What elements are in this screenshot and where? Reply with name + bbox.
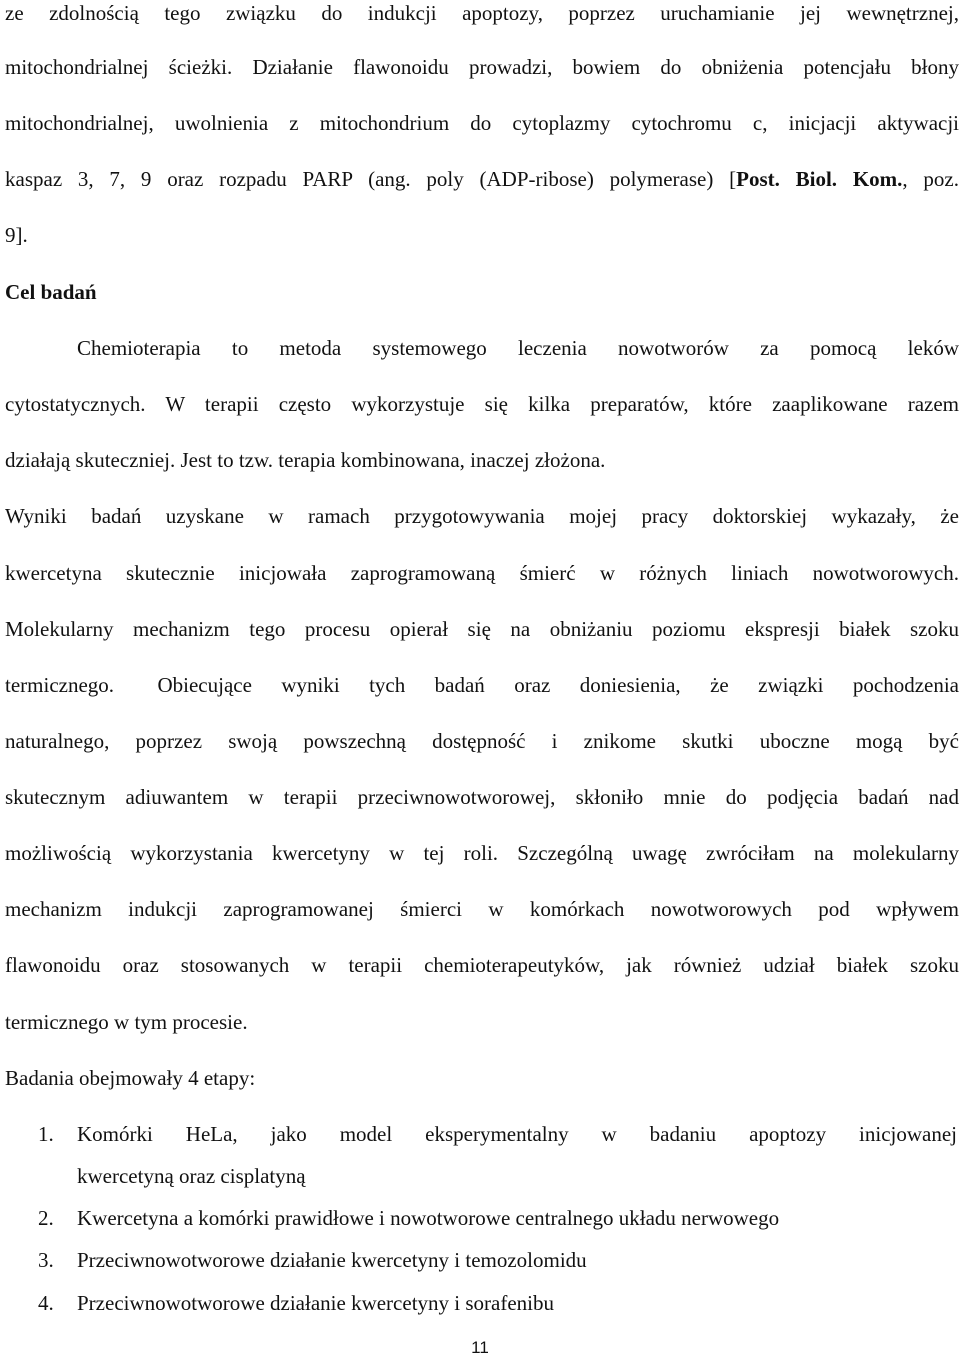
list-item-number: 4.	[38, 1291, 54, 1315]
intro-line-4-suffix: , poz.	[902, 167, 959, 191]
list-item-number: 3.	[38, 1248, 54, 1272]
intro-line-2	[5, 54, 959, 80]
list-item-text: Kwercetyna a komórki prawidłowe i nowotworowe centralnego układu nerwowego	[77, 1206, 780, 1230]
list-item	[38, 1205, 959, 1231]
paragraph-2-line-6	[5, 784, 959, 810]
intro-line-3-text: mitochondrialnej, uwolnienia z mitochondrium do cytoplazmy cytochromu c, inicjacji aktywacji	[5, 111, 959, 135]
list-item-text: Przeciwnowotworowe działanie kwercetyny i sorafenibu	[77, 1291, 554, 1315]
intro-line-3	[5, 110, 959, 136]
paragraph-2-line-3-text: Molekularny mechanizm tego procesu opierał się na obniżaniu poziomu ekspresji białek szoku	[5, 617, 959, 641]
paragraph-2-line-10-text: termicznego w tym procesie.	[5, 1010, 248, 1034]
intro-line-1	[5, 0, 959, 26]
list-item-number: 1.	[38, 1122, 54, 1146]
list-item	[38, 1121, 959, 1147]
paragraph-1-line-3-text: działają skuteczniej. Jest to tzw. terapia kombinowana, inaczej złożona.	[5, 448, 606, 472]
section-heading	[5, 279, 959, 305]
list-item-number: 2.	[38, 1206, 54, 1230]
intro-line-2-text: mitochondrialnej ścieżki. Działanie flawonoidu prowadzi, bowiem do obniżenia potencjału błony	[5, 55, 959, 79]
section-heading-text: Cel badań	[5, 280, 97, 304]
list-item-text: Przeciwnowotworowe działanie kwercetyny i temozolomidu	[77, 1248, 587, 1272]
intro-line-5	[5, 222, 959, 248]
page-number: 11	[471, 1338, 489, 1357]
intro-line-1-text: ze zdolnością tego związku do indukcji apoptozy, poprzez uruchamianie jej wewnętrznej,	[5, 1, 959, 25]
paragraph-2-line-1	[5, 503, 959, 529]
paragraph-2-line-1-text: Wyniki badań uzyskane w ramach przygotowywania mojej pracy doktorskiej wykazały, że	[5, 504, 959, 528]
paragraph-2-line-10	[5, 1009, 959, 1035]
stages-intro	[5, 1065, 959, 1091]
paragraph-2-line-2-text: kwercetyna skutecznie inicjowała zaprogramowaną śmierć w różnych liniach nowotworowych.	[5, 561, 959, 585]
paragraph-2-line-3	[5, 616, 959, 642]
list-item	[38, 1247, 959, 1273]
paragraph-2-line-9	[5, 952, 959, 978]
paragraph-1-line-2-text: cytostatycznych. W terapii często wykorzystuje się kilka preparatów, które zaaplikowane razem	[5, 392, 959, 416]
paragraph-2-line-7	[5, 840, 959, 866]
paragraph-2-line-8-text: mechanizm indukcji zaprogramowanej śmierci w komórkach nowotworowych pod wpływem	[5, 897, 959, 921]
stages-intro-text: Badania obejmowały 4 etapy:	[5, 1066, 256, 1090]
paragraph-2-line-4-end: Obiecujące wyniki tych badań oraz doniesienia, że związki pochodzenia	[157, 673, 960, 697]
paragraph-1-line-3	[5, 447, 959, 473]
list-item-text: Komórki HeLa, jako model eksperymentalny w badaniu apoptozy inicjowanej	[77, 1122, 957, 1146]
paragraph-1-line-2	[5, 391, 959, 417]
paragraph-1-line-1-text: Chemioterapia to metoda systemowego leczenia nowotworów za pomocą leków	[77, 336, 959, 360]
list-item	[38, 1290, 959, 1316]
paragraph-2-line-4	[5, 672, 959, 698]
paragraph-1-line-1	[77, 335, 959, 361]
intro-line-4	[5, 166, 959, 192]
paragraph-2-line-7-end: Szczególną uwagę zwróciłam na molekularny	[517, 841, 960, 865]
paragraph-2-line-6-text: skutecznym adiuwantem w terapii przeciwnowotworowej, skłoniło mnie do podjęcia badań nad	[5, 785, 959, 809]
citation-reference: Post. Biol. Kom.	[736, 167, 903, 191]
paragraph-2-line-4-start: termicznego.	[5, 673, 115, 697]
paragraph-2-line-7-start: możliwością wykorzystania kwercetyny w tej roli.	[5, 841, 499, 865]
paragraph-2-line-2	[5, 560, 959, 586]
paragraph-2-line-9-text: flawonoidu oraz stosowanych w terapii chemioterapeutyków, jak również udział białek szoku	[5, 953, 959, 977]
paragraph-2-line-5	[5, 728, 959, 754]
list-item-text: kwercetyną oraz cisplatyną	[77, 1164, 306, 1188]
intro-line-4-prefix: kaspaz 3, 7, 9 oraz rozpadu PARP (ang. poly (ADP-ribose) polymerase) [	[5, 167, 737, 191]
paragraph-2-line-8	[5, 896, 959, 922]
paragraph-2-line-5-text: naturalnego, poprzez swoją powszechną dostępność i znikome skutki uboczne mogą być	[5, 729, 959, 753]
intro-line-5-text: 9].	[5, 223, 28, 247]
list-item-continuation	[77, 1163, 306, 1189]
